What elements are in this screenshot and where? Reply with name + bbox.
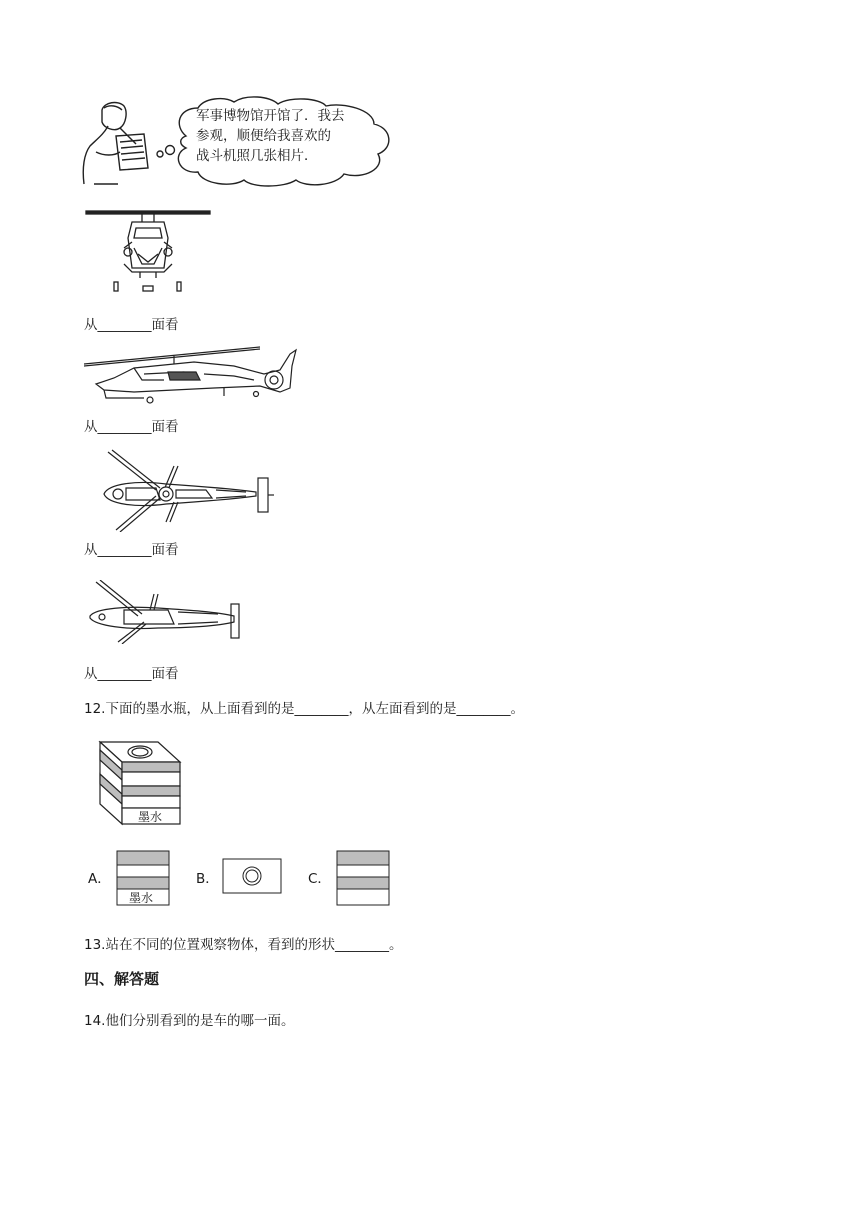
helicopter-front-view — [84, 208, 214, 300]
view-prefix: 从 — [84, 666, 98, 682]
option-a-figure[interactable] — [116, 850, 172, 908]
option-c-figure[interactable] — [336, 850, 392, 908]
helicopter-side-view — [84, 344, 304, 408]
speech-line-1: 军事博物馆开馆了．我去 — [196, 108, 345, 124]
view-answer-4 — [84, 665, 179, 683]
helicopter-top-view — [96, 446, 276, 532]
option-a-label: 墨水 — [129, 891, 154, 905]
ink-bottle-figure — [98, 740, 184, 828]
question-14: 14.他们分别看到的是车的哪一面。 — [84, 1013, 295, 1029]
option-b-letter: B． — [196, 871, 219, 887]
boy-figure — [83, 103, 148, 184]
view-prefix: 从 — [84, 317, 98, 333]
view-answer-1 — [84, 316, 179, 334]
view-answer-3 — [84, 541, 179, 559]
option-b-figure[interactable] — [222, 858, 284, 896]
bottle-label: 墨水 — [138, 810, 163, 824]
speech-line-3: 战斗机照几张相片． — [196, 148, 318, 164]
speech-line-2: 参观，顺便给我喜欢的 — [196, 128, 331, 144]
question-12: 12.下面的墨水瓶，从上面看到的是________，从左面看到的是________。 — [84, 701, 524, 717]
view-suffix: 面看 — [151, 419, 179, 435]
intro-illustration — [74, 96, 404, 188]
view-suffix: 面看 — [151, 666, 179, 682]
view-prefix: 从 — [84, 419, 98, 435]
answer-blank[interactable]: ________ — [97, 419, 152, 435]
option-a-letter: A． — [88, 871, 111, 887]
answer-blank[interactable]: ________ — [97, 542, 152, 558]
answer-blank[interactable]: ________ — [97, 317, 152, 333]
view-answer-2 — [84, 418, 179, 436]
option-c-letter: C． — [308, 871, 331, 887]
view-prefix: 从 — [84, 542, 98, 558]
helicopter-bottom-view — [88, 580, 248, 644]
section-4-title: 四、解答题 — [84, 970, 160, 988]
view-suffix: 面看 — [151, 542, 179, 558]
question-13: 13.站在不同的位置观察物体，看到的形状________。 — [84, 937, 403, 953]
view-suffix: 面看 — [151, 317, 179, 333]
answer-blank[interactable]: ________ — [97, 666, 152, 682]
